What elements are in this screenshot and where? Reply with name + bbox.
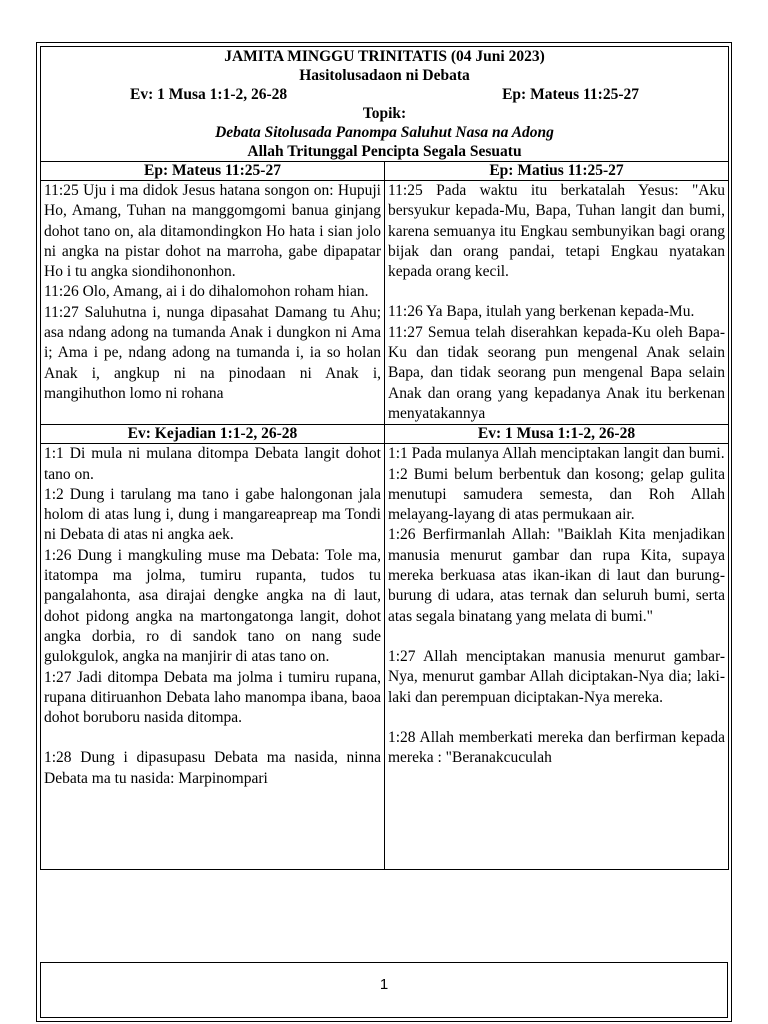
verse: 11:27 Semua telah diserahkan kepada-Ku oleh Bapa-Ku dan tidak seorang pun mengenal Anak selain Bapa, dan tidak seorang pun mengenal Bapa selain Anak dan orang yang kepadanya Anak itu berkenan menyatakannya [388,323,726,422]
blank-line [388,282,725,302]
sermon-table [40,46,729,870]
ep-reference: Ep: Mateus 11:25-27 [502,86,640,103]
topic-indonesian: Allah Tritunggal Pencipta Segala Sesuatu [247,143,522,160]
epistle-heading-batak: Ep: Mateus 11:25-27 [41,162,385,181]
verse: 1:2 Bumi belum berbentuk dan kosong; gelap gulita menutupi samudera semesta, dan Roh Allah melayang-layang di atas permukaan air. [388,465,726,524]
epistle-heading-indonesian: Ep: Matius 11:25-27 [385,162,729,181]
topic-batak: Debata Sitolusada Panompa Saluhut Nasa na Adong [215,124,554,141]
epistle-heading-row [41,162,729,181]
blank-line [388,708,725,728]
verse: 1:28 Dung i dipasupasu Debata ma nasida, ninna Debata ma tu nasida: Marpinompari [44,749,381,787]
verse: 11:25 Uju i ma didok Jesus hatana songon on: Hupuji Ho, Amang, Tuhan na manggomgomi banua ginjang dohot tano on, ala ditamondingkon Ho hata i sian jolo ni angka na pistar dohot na marroha, gabe dipapatar Ho i tu angka siondihononhon. [44,182,381,281]
header-block [41,47,729,162]
ev-reference: Ev: 1 Musa 1:1-2, 26-28 [130,86,288,103]
document-subtitle: Hasitolusadaon ni Debata [299,67,470,84]
evangelium-text-row [41,444,729,870]
epistle-text-indonesian [385,181,729,425]
evangelium-heading-indonesian: Ev: 1 Musa 1:1-2, 26-28 [385,425,729,444]
header-row [41,47,729,162]
verse: 11:26 Olo, Amang, ai i do dihalomohon roham hian. [44,283,369,301]
epistle-text-batak [41,181,385,425]
verse: 1:27 Jadi ditompa Debata ma jolma i tumiru rupana, rupana ditiruanhon Debata laho manompa ibana, baoa dohot boruboru nasida ditompa. [44,668,381,727]
verse: 11:25 Pada waktu itu berkatalah Yesus: "Aku bersyukur kepada-Mu, Bapa, Tuhan langit dan bumi, karena semuanya itu Engkau sembunyikan bagi orang bijak dan orang pandai, tetapi Engkau nyatakan kepada orang kecil. [388,182,726,281]
evangelium-heading-batak: Ev: Kejadian 1:1-2, 26-28 [41,425,385,444]
blank-line [44,728,381,748]
verse: 1:26 Berfirmanlah Allah: "Baiklah Kita menjadikan manusia menurut gambar dan rupa Kita, supaya mereka berkuasa atas ikan-ikan di laut dan burung-burung di udara, atas ternak dan seluruh bumi, serta atas segala binatang yang melata di bumi." [388,526,726,625]
reading-references [44,85,725,104]
verse: 1:1 Di mula ni mulana ditompa Debata langit dohot tano on. [44,445,381,483]
evangelium-heading-row [41,425,729,444]
verse: 1:27 Allah menciptakan manusia menurut gambar-Nya, menurut gambar Allah diciptakan-Nya dia; laki-laki dan perempuan diciptakan-Nya mereka. [388,647,726,706]
evangelium-text-batak [41,444,385,870]
verse: 11:26 Ya Bapa, itulah yang berkenan kepada-Mu. [388,303,695,321]
blank-line [388,627,725,647]
document-title: JAMITA MINGGU TRINITATIS (04 Juni 2023) [224,48,545,65]
topic-label: Topik: [362,105,407,122]
verse: 11:27 Saluhutna i, nunga dipasahat Damang tu Ahu; asa ndang adong na tumanda Anak i dungkon ni Ama i; Ama i pe, ndang adong na tumanda i, ia so holan Anak i, angkup ni na pinodaan ni Anak i, mangihuthon lomo ni rohana [44,303,381,402]
epistle-text-row [41,181,729,425]
evangelium-text-indonesian [385,444,729,870]
page-number: 1 [379,976,389,993]
verse: 1:1 Pada mulanya Allah menciptakan langit dan bumi. [388,445,725,463]
verse: 1:26 Dung i mangkuling muse ma Debata: Tole ma, itatompa ma jolma, tumiru rupanta, tudos tu pangalahonta, asa dirajai dengke angka na di laut, dohot pidong angka na martongatonga langit, dohot angka dorbia, ro di sandok tano on nang sude gulokgulok, angka na manjirir di atas tano on. [44,546,381,666]
verse: 1:2 Dung i tarulang ma tano i gabe halongonan jala holom di atas lung i, dung i mangareapreap ma Tondi ni Debata di atas ni angka aek. [44,485,381,544]
verse: 1:28 Allah memberkati mereka dan berfirman kepada mereka : "Beranakcuculah [388,728,726,767]
